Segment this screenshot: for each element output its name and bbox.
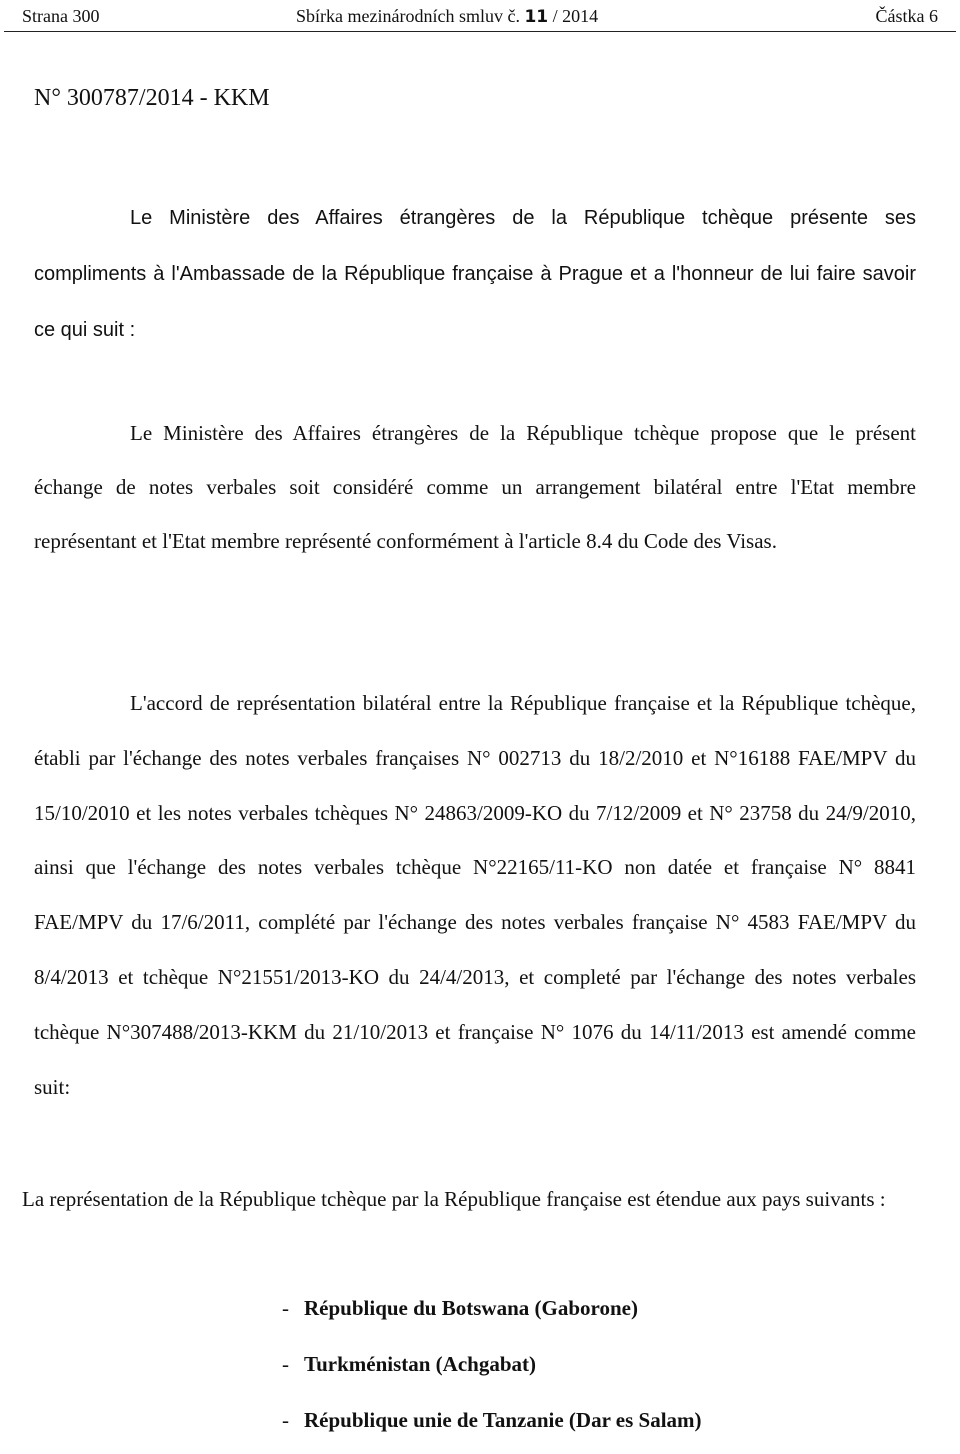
paragraph-extension: La représentation de la République tchèque par la République française est étendue aux pays suivants : — [22, 1187, 886, 1211]
paragraph-compliments: Le Ministère des Affaires étrangères de la République tchèque présente ses compliments à l'Ambassade de la République française à Prague et a l'honneur de lui faire savoir ce qui suit : — [34, 207, 916, 341]
paragraph-proposal: Le Ministère des Affaires étrangères de la République tchèque propose que le présent échange de notes verbales soit considéré comme un arrangement bilatéral entre l'Etat membre représentant et l'Etat membre représenté conformément à l'article 8.4 du Code des Visas. — [34, 421, 916, 553]
note-reference: N° 300787/2014 - KKM — [34, 85, 270, 111]
country-list — [282, 1286, 702, 1454]
list-item: - République unie de Tanzanie (Dar es Salam) — [282, 1408, 702, 1432]
list-item: - Turkménistan (Achgabat) — [282, 1352, 537, 1376]
issue-year: / 2014 — [552, 6, 599, 26]
collection-name: Sbírka mezinárodních smluv č. — [296, 6, 520, 26]
page-header — [22, 0, 938, 30]
issue-number: 11 — [524, 7, 549, 27]
collection-title — [296, 2, 598, 31]
list-item: - République du Botswana (Gaborone) — [282, 1296, 638, 1320]
header-divider — [4, 31, 956, 32]
page-number: Strana 300 — [22, 6, 100, 26]
paragraph-agreement: L'accord de représentation bilatéral entre la République française et la République tchèque, établi par l'échange des notes verbales françaises N° 002713 du 18/2/2010 et N°16188 FAE/MPV du 15/10/2010 et les notes verbales tchèques N° 24863/2009-KO du 7/12/2009 et N° 23758 du 24/9/2010, ainsi que l'échange des notes verbales tchèque N°22165/11-KO non datée et française N° 8841 FAE/MPV du 17/6/2011, complété par l'échange des notes verbales française N° 4583 FAE/MPV du 8/4/2013 et tchèque N°21551/2013-KO du 24/4/2013, et completé par l'échange des notes verbales tchèque N°307488/2013-KKM du 21/10/2013 et française N° 1076 du 14/11/2013 est amendé comme suit: — [34, 691, 916, 1099]
part-number: Částka 6 — [875, 6, 938, 26]
